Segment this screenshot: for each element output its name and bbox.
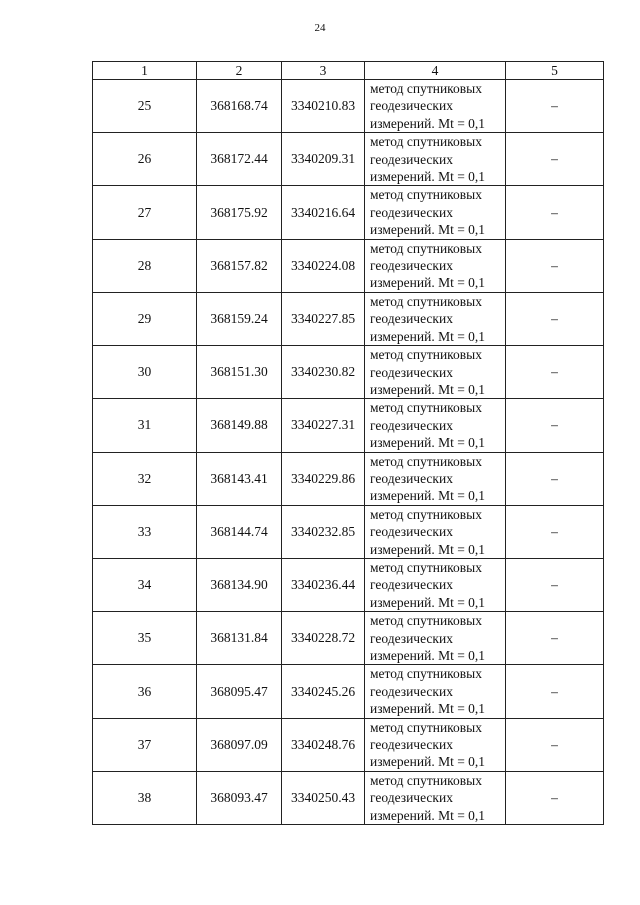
method-line: измерений. Mt = 0,1	[370, 328, 486, 344]
point-number-cell: 29	[93, 292, 197, 345]
note-cell: –	[506, 452, 604, 505]
x-coordinate-cell: 368168.74	[197, 80, 282, 133]
point-number-cell: 38	[93, 771, 197, 824]
method-cell	[365, 239, 506, 292]
point-number-cell: 34	[93, 558, 197, 611]
coordinates-table	[92, 61, 604, 825]
method-line: метод спутниковых	[370, 772, 482, 788]
method-line: метод спутниковых	[370, 134, 482, 150]
x-coordinate-cell: 368144.74	[197, 505, 282, 558]
table-row	[93, 665, 604, 718]
method-cell	[365, 292, 506, 345]
method-line: измерений. Mt = 0,1	[370, 435, 486, 451]
note-cell: –	[506, 239, 604, 292]
x-coordinate-cell: 368131.84	[197, 612, 282, 665]
y-coordinate-cell: 3340229.86	[282, 452, 365, 505]
method-line: метод спутниковых	[370, 187, 482, 203]
method-line: геодезических	[370, 311, 453, 327]
x-coordinate-cell: 368143.41	[197, 452, 282, 505]
note-cell: –	[506, 399, 604, 452]
method-line: измерений. Mt = 0,1	[370, 648, 486, 663]
note-cell: –	[506, 292, 604, 345]
note-cell: –	[506, 133, 604, 186]
method-line: геодезических	[370, 258, 453, 274]
header-col-3: 3	[282, 62, 365, 80]
table-row	[93, 399, 604, 452]
method-cell	[365, 665, 506, 718]
table-row	[93, 718, 604, 771]
method-line: измерений. Mt = 0,1	[370, 169, 486, 185]
method-line: геодезических	[370, 151, 453, 167]
point-number-cell: 28	[93, 239, 197, 292]
y-coordinate-cell: 3340230.82	[282, 346, 365, 399]
note-cell: –	[506, 771, 604, 824]
y-coordinate-cell: 3340210.83	[282, 80, 365, 133]
method-line: метод спутниковых	[370, 81, 482, 96]
table-row	[93, 292, 604, 345]
header-col-4: 4	[365, 62, 506, 80]
method-line: метод спутниковых	[370, 240, 482, 256]
method-line: метод спутниковых	[370, 666, 482, 682]
method-cell	[365, 718, 506, 771]
x-coordinate-cell: 368175.92	[197, 186, 282, 239]
method-cell	[365, 133, 506, 186]
method-line: измерений. Mt = 0,1	[370, 381, 486, 397]
method-line: измерений. Mt = 0,1	[370, 275, 486, 291]
method-line: измерений. Mt = 0,1	[370, 222, 486, 238]
header-row	[93, 62, 604, 80]
method-line: геодезических	[370, 417, 453, 433]
table-row	[93, 80, 604, 133]
method-line: метод спутниковых	[370, 719, 482, 735]
header-col-5: 5	[506, 62, 604, 80]
method-line: измерений. Mt = 0,1	[370, 115, 486, 131]
x-coordinate-cell: 368149.88	[197, 399, 282, 452]
point-number-cell: 30	[93, 346, 197, 399]
method-line: геодезических	[370, 524, 453, 540]
point-number-cell: 32	[93, 452, 197, 505]
x-coordinate-cell: 368172.44	[197, 133, 282, 186]
table-row	[93, 558, 604, 611]
point-number-cell: 37	[93, 718, 197, 771]
method-cell	[365, 346, 506, 399]
method-line: геодезических	[370, 470, 453, 486]
point-number-cell: 31	[93, 399, 197, 452]
x-coordinate-cell: 368159.24	[197, 292, 282, 345]
x-coordinate-cell: 368157.82	[197, 239, 282, 292]
method-cell	[365, 452, 506, 505]
method-line: метод спутниковых	[370, 293, 482, 309]
x-coordinate-cell: 368134.90	[197, 558, 282, 611]
table-row	[93, 612, 604, 665]
method-line: геодезических	[370, 630, 453, 646]
method-line: метод спутниковых	[370, 347, 482, 363]
y-coordinate-cell: 3340236.44	[282, 558, 365, 611]
method-line: метод спутниковых	[370, 453, 482, 469]
method-line: метод спутниковых	[370, 559, 482, 575]
x-coordinate-cell: 368151.30	[197, 346, 282, 399]
y-coordinate-cell: 3340248.76	[282, 718, 365, 771]
page-number: 24	[314, 22, 326, 34]
method-line: измерений. Mt = 0,1	[370, 594, 486, 610]
note-cell: –	[506, 612, 604, 665]
note-cell: –	[506, 665, 604, 718]
method-line: метод спутниковых	[370, 613, 482, 629]
y-coordinate-cell: 3340216.64	[282, 186, 365, 239]
method-line: измерений. Mt = 0,1	[370, 541, 486, 557]
method-line: измерений. Mt = 0,1	[370, 701, 486, 717]
table-row	[93, 186, 604, 239]
table-body	[93, 80, 604, 825]
method-cell	[365, 612, 506, 665]
y-coordinate-cell: 3340209.31	[282, 133, 365, 186]
method-line: измерений. Mt = 0,1	[370, 754, 486, 770]
y-coordinate-cell: 3340250.43	[282, 771, 365, 824]
note-cell: –	[506, 505, 604, 558]
y-coordinate-cell: 3340224.08	[282, 239, 365, 292]
header-col-1: 1	[93, 62, 197, 80]
y-coordinate-cell: 3340227.85	[282, 292, 365, 345]
method-cell	[365, 186, 506, 239]
method-line: метод спутниковых	[370, 506, 482, 522]
method-cell	[365, 399, 506, 452]
note-cell: –	[506, 186, 604, 239]
method-cell	[365, 505, 506, 558]
point-number-cell: 36	[93, 665, 197, 718]
method-cell	[365, 80, 506, 133]
x-coordinate-cell: 368093.47	[197, 771, 282, 824]
method-cell	[365, 771, 506, 824]
point-number-cell: 26	[93, 133, 197, 186]
method-line: измерений. Mt = 0,1	[370, 488, 486, 504]
note-cell: –	[506, 80, 604, 133]
y-coordinate-cell: 3340228.72	[282, 612, 365, 665]
note-cell: –	[506, 558, 604, 611]
y-coordinate-cell: 3340227.31	[282, 399, 365, 452]
method-line: геодезических	[370, 683, 453, 699]
table-row	[93, 133, 604, 186]
note-cell: –	[506, 346, 604, 399]
table-row	[93, 346, 604, 399]
y-coordinate-cell: 3340245.26	[282, 665, 365, 718]
method-line: геодезических	[370, 790, 453, 806]
header-col-2: 2	[197, 62, 282, 80]
note-cell: –	[506, 718, 604, 771]
method-cell	[365, 558, 506, 611]
x-coordinate-cell: 368097.09	[197, 718, 282, 771]
method-line: геодезических	[370, 364, 453, 380]
y-coordinate-cell: 3340232.85	[282, 505, 365, 558]
point-number-cell: 25	[93, 80, 197, 133]
method-line: геодезических	[370, 577, 453, 593]
x-coordinate-cell: 368095.47	[197, 665, 282, 718]
table-row	[93, 239, 604, 292]
point-number-cell: 27	[93, 186, 197, 239]
table-row	[93, 505, 604, 558]
method-line: геодезических	[370, 204, 453, 220]
point-number-cell: 33	[93, 505, 197, 558]
method-line: метод спутниковых	[370, 400, 482, 416]
method-line: геодезических	[370, 737, 453, 753]
point-number-cell: 35	[93, 612, 197, 665]
table-row	[93, 452, 604, 505]
method-line: геодезических	[370, 98, 453, 114]
method-line: измерений. Mt = 0,1	[370, 807, 486, 823]
table-row	[93, 771, 604, 824]
